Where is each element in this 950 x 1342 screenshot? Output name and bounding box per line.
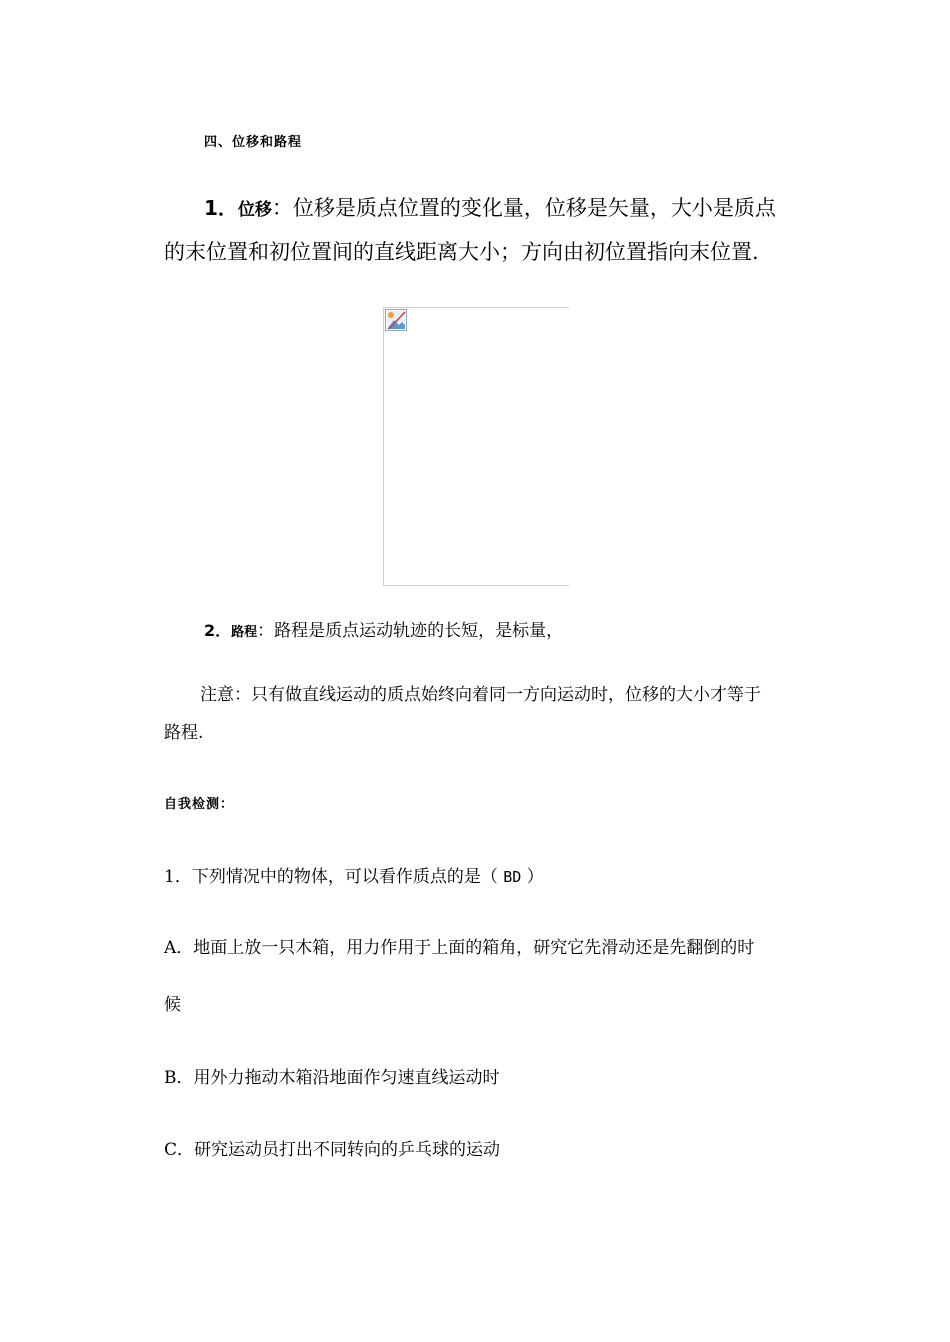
item-number: 2． [204,621,232,640]
question-close: ） [521,867,544,887]
option-b: B．用外力拖动木箱沿地面作匀速直线运动时 [164,1068,500,1088]
distance-definition: ：路程是质点运动轨迹的长短，是标量， [257,621,564,641]
term-displacement: 位移 [237,200,272,220]
question-1 [164,862,544,887]
broken-image-icon [385,309,407,331]
option-a-line1: A．地面上放一只木箱，用力作用于上面的箱角，研究它先滑动还是先翻倒的时 [164,938,755,958]
self-check-heading: 自我检测： [164,797,235,812]
figure-placeholder [383,307,569,586]
question-text: 1．下列情况中的物体，可以看作质点的是（ [164,867,504,887]
question-answer: BD [503,868,522,886]
note-line2: 路程. [164,723,204,743]
option-c: C．研究运动员打出不同转向的乒乓球的运动 [164,1140,501,1160]
distance-paragraph [204,616,563,641]
term-distance: 路程 [231,625,258,640]
option-a-line2: 候 [164,995,181,1015]
displacement-paragraph-line1 [204,192,776,222]
item-number: 1． [204,196,238,220]
displacement-definition: ：位移是质点位置的变化量，位移是矢量，大小是质点 [271,196,776,220]
displacement-paragraph-line2: 的末位置和初位置间的直线距离大小；方向由初位置指向末位置. [164,240,759,264]
section-heading: 四、位移和路程 [204,135,303,150]
note-line1: 注意：只有做直线运动的质点始终向着同一方向运动时，位移的大小才等于 [200,685,761,705]
